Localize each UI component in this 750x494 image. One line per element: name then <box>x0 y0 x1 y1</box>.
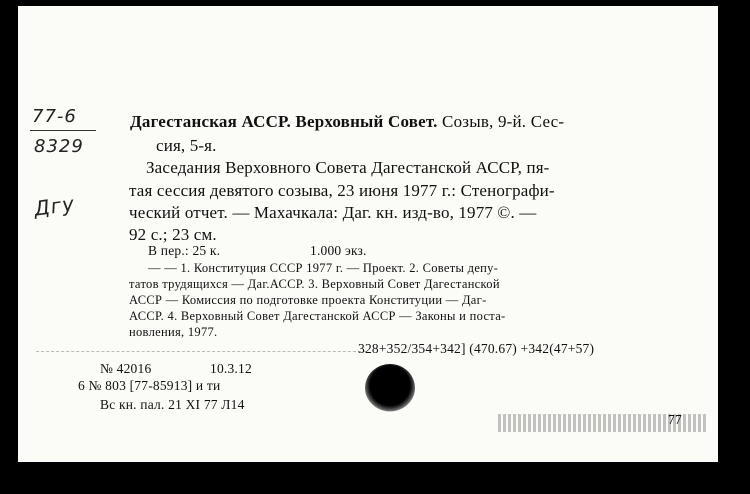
subjects-line-3: АССР — Комиссия по подготовке проекта Конституции — Даг- <box>129 293 487 307</box>
catalog-card <box>18 6 718 462</box>
record-code: 10.3.12 <box>210 361 252 376</box>
copies: 1.000 экз. <box>310 243 367 258</box>
ink-blot <box>365 364 415 412</box>
scan-edge-bottom <box>0 462 750 494</box>
separator <box>36 351 366 352</box>
record-order: 6 № 803 [77-85913] и ти <box>78 378 221 393</box>
heading-line-1 <box>130 112 564 132</box>
price: В пер.: 25 к. <box>148 243 221 258</box>
title-line-2: тая сессия девятого созыва, 23 июня 1977 г.: Стенографи- <box>129 181 555 200</box>
subjects-line-2: татов трудящихся — Даг.АССР. 3. Верховный Совет Дагестанской <box>129 277 500 291</box>
heading-line-2: сия, 5-я. <box>156 136 217 155</box>
call-number-divider <box>30 130 96 131</box>
heading-author: Дагестанская АССР. Верховный Совет. <box>130 112 438 131</box>
title-line-3: ческий отчет. — Махачкала: Даг. кн. изд-во, 1977 ©. — <box>129 203 537 222</box>
subjects-line-5: новления, 1977. <box>129 325 218 339</box>
scan-edge-right <box>718 0 750 494</box>
classification-index: 328+352/354+342] (470.67) +342(47+57) <box>358 341 595 356</box>
record-number: № 42016 <box>100 361 152 376</box>
call-number-bottom: 8329 <box>34 136 84 157</box>
subjects-line-1: — — 1. Конституция СССР 1977 г. — Проект. 2. Советы депу- <box>148 261 499 275</box>
call-number-top: 77-6 <box>32 106 77 127</box>
title-line-4: 92 с.; 23 см. <box>129 225 217 244</box>
handwritten-mark: Дгу <box>32 191 77 221</box>
title-line-1: Заседания Верховного Совета Дагестанской АССР, пя- <box>146 158 550 177</box>
bottom-code: 77 <box>668 412 682 427</box>
heading-rest: Созыв, 9-й. Сес- <box>437 112 565 131</box>
subjects-line-4: АССР. 4. Верховный Совет Дагестанской АССР — Законы и поста- <box>129 309 506 323</box>
record-signed: Вс кн. пал. 21 XI 77 Л14 <box>100 397 245 412</box>
